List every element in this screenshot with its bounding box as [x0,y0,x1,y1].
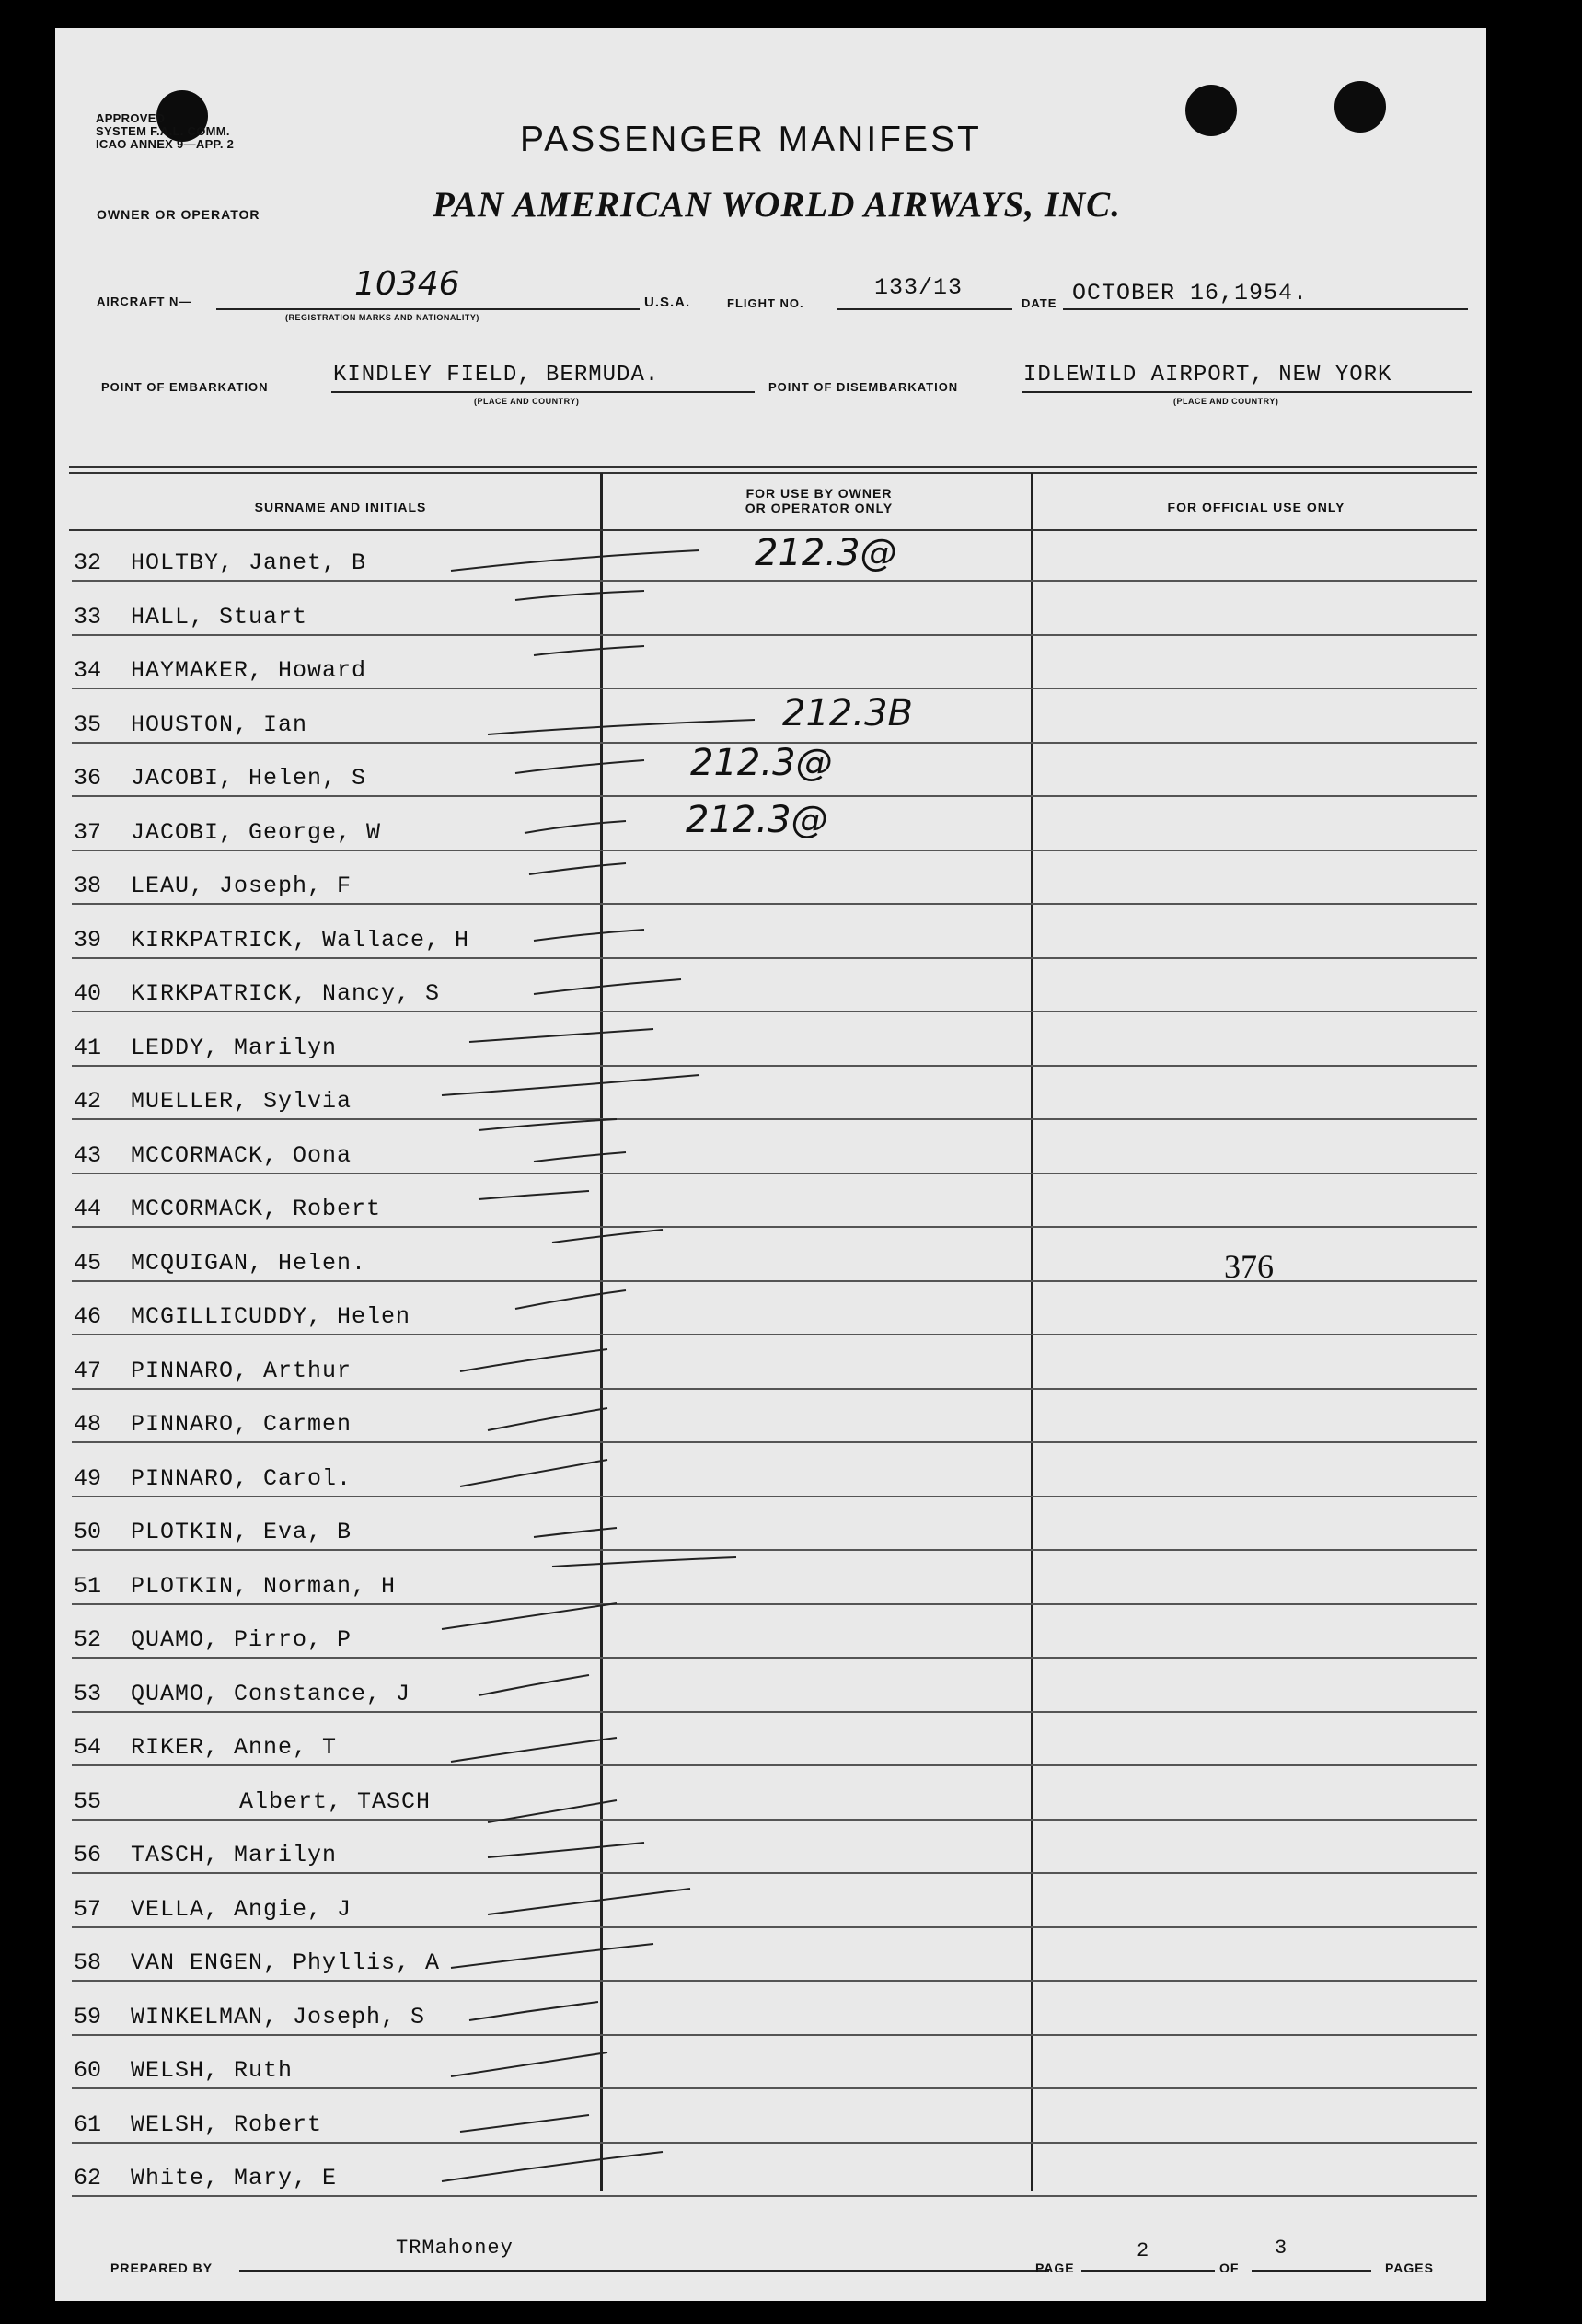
passenger-number: 32 [74,549,102,576]
passenger-name: MCCORMACK, Robert [131,1196,382,1222]
passenger-number: 58 [74,1949,102,1976]
passenger-number: 59 [74,2004,102,2030]
owner-operator-label: OWNER OR OPERATOR [97,207,260,222]
passenger-number: 48 [74,1411,102,1438]
passenger-name: HOLTBY, Janet, B [131,549,367,576]
passenger-name: PINNARO, Carmen [131,1411,352,1438]
passenger-name: TASCH, Marilyn [131,1842,338,1868]
passenger-number: 56 [74,1842,102,1868]
handwritten-code-row35: 212.3B [782,692,913,734]
passenger-number: 50 [74,1519,102,1545]
passenger-name: VELLA, Angie, J [131,1896,352,1923]
passenger-name: MCQUIGAN, Helen. [131,1250,367,1277]
passenger-name: JACOBI, Helen, S [131,765,367,792]
airline-name: PAN AMERICAN WORLD AIRWAYS, INC. [433,185,1121,225]
owner-use-line-2: OR OPERATOR ONLY [745,501,894,515]
page-number: 2 [1137,2239,1150,2262]
manifest-sheet [55,28,1486,2301]
passenger-number: 52 [74,1626,102,1653]
prepared-by-name: TRMahoney [396,2237,514,2260]
flight-number: 133/13 [874,274,964,301]
passenger-number: 44 [74,1196,102,1222]
passenger-name: VAN ENGEN, Phyllis, A [131,1949,441,1976]
passenger-number: 51 [74,1573,102,1600]
passenger-name: LEAU, Joseph, F [131,873,352,899]
passenger-name: WELSH, Robert [131,2111,323,2138]
embarkation-point: KINDLEY FIELD, BERMUDA. [333,363,660,387]
passenger-name: White, Mary, E [131,2165,338,2191]
place-note-disembark: (PLACE AND COUNTRY) [1173,397,1279,406]
page-underline [1081,2270,1215,2272]
passenger-number: 45 [74,1250,102,1277]
pages-underline [1252,2270,1371,2272]
passenger-number: 57 [74,1896,102,1923]
aircraft-label: AIRCRAFT N— [97,295,192,308]
passenger-number: 43 [74,1142,102,1169]
handwritten-code-row36: 212.3@ [690,742,833,784]
prepared-underline [239,2270,1049,2272]
passenger-number: 41 [74,1035,102,1061]
passenger-number: 62 [74,2165,102,2191]
passenger-name: MCGILLICUDDY, Helen [131,1303,411,1330]
passenger-name: KIRKPATRICK, Wallace, H [131,927,470,954]
flight-date: OCTOBER 16,1954. [1072,280,1309,306]
place-note-embark: (PLACE AND COUNTRY) [474,397,580,406]
passenger-number: 54 [74,1734,102,1761]
column-header-names: SURNAME AND INITIALS [254,500,427,515]
of-label: OF [1219,2260,1240,2275]
passenger-number: 42 [74,1088,102,1115]
passenger-name: KIRKPATRICK, Nancy, S [131,980,441,1007]
disembarkation-point: IDLEWILD AIRPORT, NEW YORK [1023,363,1392,387]
passenger-number: 49 [74,1465,102,1492]
passenger-number: 37 [74,819,102,846]
passenger-name: QUAMO, Pirro, P [131,1626,352,1653]
handwritten-code-row32: 212.3@ [755,532,897,574]
passenger-number: 34 [74,657,102,684]
passenger-name: JACOBI, George, W [131,819,382,846]
check-marks [55,28,1486,2301]
flight-number-label: FLIGHT NO. [727,296,804,310]
passenger-number: 53 [74,1681,102,1707]
passenger-number: 38 [74,873,102,899]
passenger-name: WINKELMAN, Joseph, S [131,2004,426,2030]
owner-use-line-1: FOR USE BY OWNER [745,486,893,501]
passenger-name: PLOTKIN, Eva, B [131,1519,352,1545]
passenger-number: 55 [74,1788,102,1815]
approval-line: ICAO ANNEX 9—APP. 2 [96,137,235,151]
date-label: DATE [1022,296,1057,310]
passenger-name: PLOTKIN, Norman, H [131,1573,397,1600]
passenger-number: 39 [74,927,102,954]
passenger-name: QUAMO, Constance, J [131,1681,411,1707]
passenger-name: MCCORMACK, Oona [131,1142,352,1169]
passenger-name: PINNARO, Carol. [131,1465,352,1492]
passenger-name: RIKER, Anne, T [131,1734,338,1761]
passenger-number: 40 [74,980,102,1007]
passenger-number: 36 [74,765,102,792]
passenger-number: 46 [74,1303,102,1330]
passenger-name: HALL, Stuart [131,604,308,630]
pages-label: PAGES [1385,2260,1434,2275]
approval-line: SYSTEM F.A.L. COMM. [96,124,230,138]
passenger-name: PINNARO, Arthur [131,1358,352,1384]
passenger-name: LEDDY, Marilyn [131,1035,338,1061]
disembarkation-label: POINT OF DISEMBARKATION [768,380,959,394]
passenger-name: WELSH, Ruth [131,2057,294,2084]
approval-line: APPROVED [96,111,166,125]
page-label: PAGE [1035,2260,1075,2275]
handwritten-code-row37: 212.3@ [686,799,828,841]
passenger-number: 47 [74,1358,102,1384]
passenger-name: Albert, TASCH [239,1788,432,1815]
passenger-number: 61 [74,2111,102,2138]
registration-note: (REGISTRATION MARKS AND NATIONALITY) [285,313,479,322]
passenger-name: HAYMAKER, Howard [131,657,367,684]
usa-label: U.S.A. [644,295,691,310]
passenger-number: 35 [74,711,102,738]
passenger-number: 33 [74,604,102,630]
passenger-name: MUELLER, Sylvia [131,1088,352,1115]
aircraft-number: 10346 [354,265,460,303]
document-title: PASSENGER MANIFEST [520,120,982,159]
passenger-number: 60 [74,2057,102,2084]
official-number: 376 [1224,1248,1274,1285]
embarkation-label: POINT OF EMBARKATION [101,380,269,394]
passenger-name: HOUSTON, Ian [131,711,308,738]
column-header-official: FOR OFFICIAL USE ONLY [1167,500,1345,515]
total-pages: 3 [1275,2237,1288,2260]
prepared-by-label: PREPARED BY [110,2260,214,2275]
